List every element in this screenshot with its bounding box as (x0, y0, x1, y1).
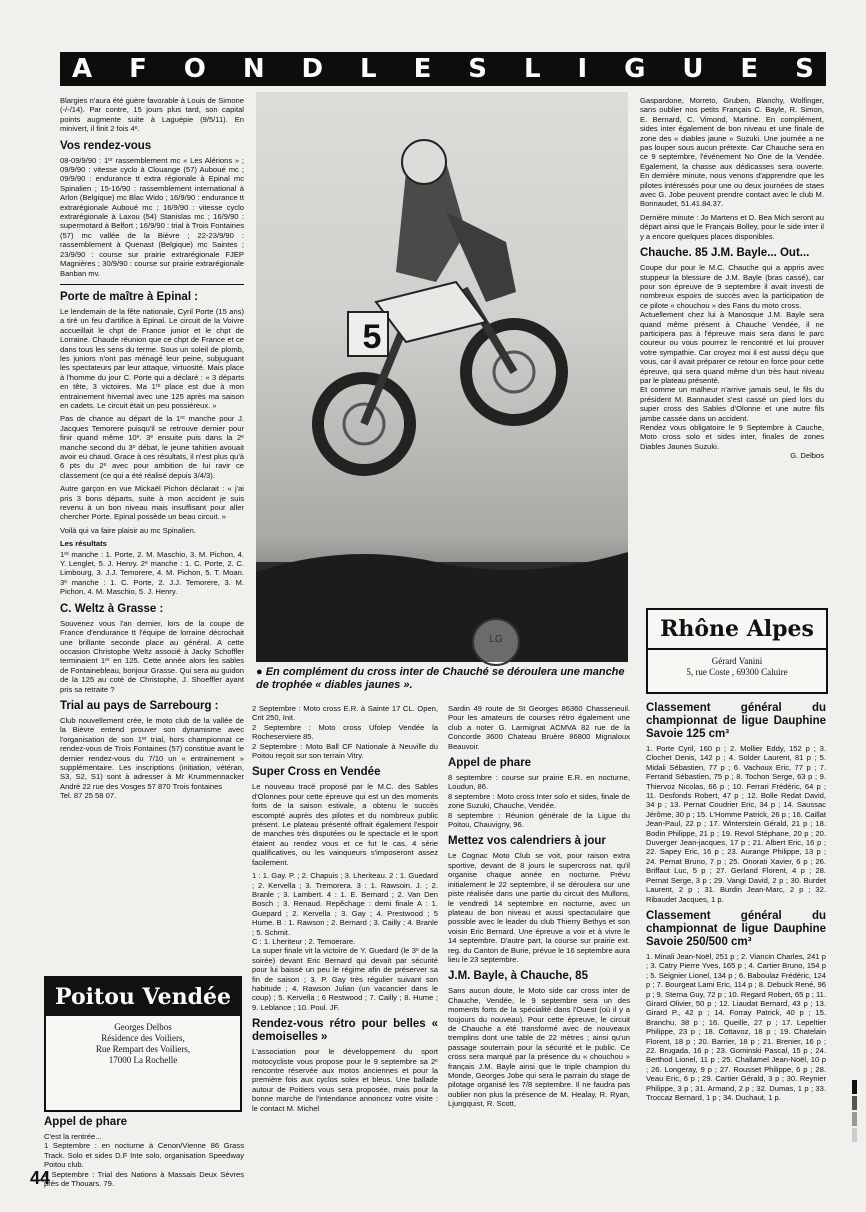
cal-text: Le Cognac Moto Club se voit, pour raison extra sportive, devant de 8 jours le supercross nat. qu'il organise chaque année en nocturne. Prévu initialement le 22 septembre, il se déroulera sur une piste réalisée dans une partie du circuit des Mullons, le vendredi 14 septembre en nocturne, avec un plateau de bon niveau et aussi spectaculaire que possible avec le leader du club Thierry Bethys et son voisin Eric Bernard. Une épreuve a voir et à vivre le 14 septembre. D'autre part, la course sur prairie ext. reg. du Canton de Burie, prévue le 16 septembre aura lieu le 23 septembre. (448, 851, 630, 964)
banner-letter: G (624, 54, 646, 84)
address-line: Résidence des Voiliers, (101, 1033, 185, 1043)
rdv-text: 08-09/9/90 : 1ᵉʳ rassemblement mc « Les Alérions » ; 09/9/90 : vitesse cyclo à Clouange (57) Auboué mc ; 09/9/90 : endurance tt extra régionale à Epinal mc Spinalien ; 15-16/90 : rassemblement international à Arlon (Belgique) mc Blac Wido ; 16/9/90 : endurance tt extrarégionale Auboué mc ; 16/9/90 : vitesse cyclo extrarégionale à Laxou (54) Stanislas mc ; 16/9/90 : supermotard à Belfort ; 16/9/90 : trial à Trois Fontaines (57) mc vallée de la Bièvre ; 22-23/9/90 : rassemblement à Quenast (Belgique) mc Saintes ; 23/9/90 : course sur prairie extrarégionale FJEP Magnières ; 30/9/90 : course sur prairie extrarégionale Banban mv. (60, 155, 244, 278)
minute-text: Dernière minute : Jo Martens et D. Bea Mich seront au départ ainsi que le Français Bolley, pour le side inter il y a encore quelques places disponibles. (640, 212, 824, 241)
banner-letter: I (577, 54, 588, 84)
photo-caption: ● En complément du cross inter de Chauché se déroulera une manche de trophée « diables jaunes ». (256, 666, 625, 691)
weltz-text: Souvenez vous l'an dernier, lors de la coupe de France d'endurance tt l'équipe de lorraine décrochait une brillante seconde place au général. A cette occasion Christophe Weltz associé à Jacky Schoffler terminaient 1ᵉʳ en 125. Cette année alors les sables de Fontainebleau, bonjour Grasse. Qui sera au guidon de la 125 au coté de Christophe, J. Shoeffler ayant pris sa retraite ? (60, 618, 244, 694)
bayle-heading: J.M. Bayle, à Chauche, 85 (448, 970, 588, 983)
color-bar (852, 1128, 857, 1142)
address-line: Georges Delbos (114, 1022, 172, 1032)
col3-intro: Sardin 49 route de St Georges 86360 Chasseneuil. Pour les amateurs de courses rétro également une club a noter G. Larmignat ACMVA 82 rue de la Concorde 3600 Chateau Bruère 86800 Mignaloux Beauvoir. (448, 704, 630, 751)
divider (60, 284, 244, 285)
banner-letter: E (740, 54, 759, 84)
trial-tel: Tel. 87 25 58 07. (60, 791, 117, 801)
phare-text-2: 1 Septembre : en nocturne à Cenon/Vienne 86 Grass Track. Solo et sides D.F Inte solo, organisation Speedway Poitou club. (44, 1141, 244, 1170)
chauche-heading: Chauche. 85 J.M. Bayle... Out... (640, 247, 810, 260)
sc-text: Le nouveau tracé proposé par le M.C. des Sables d'Olonnes pour cette épreuve qui est un des moments forts de la saison estivale, a obtenu le succès escompté auprès des pilotes et du nombreux public présent. Le plateau présenté offrait également l'espoir de manches très disputées ou le spectacle et le sport étaient au rendez vous et ce fut le cas. 4 série qualificatives, ou les vainqueurs s'imposeront assez facilement. (252, 782, 438, 867)
poitou-title: Poitou Vendée (46, 978, 240, 1016)
banner-letter: D (301, 54, 324, 84)
color-bar (852, 1080, 857, 1094)
poitou-phare (44, 1116, 244, 1188)
porte-text-2: Pas de chance au départ de la 1ʳᵉ manche pour J. Jacques Temorere puisqu'il se retrouve dernier pour finir quand même 10ᵉ. 3ᵉ ensuite puis dans la 2ᵉ manche second du 3ᵉ débat, le jeune tahitien avouait avoir eu chaud. Grace à ces résultats, il n'est plus qu'à 6 pts du 2ᵉ avec pour ambition de lui ravir ce classement (ce qui a été réalisé depuis 3/4/3). (60, 414, 244, 480)
dates-text: 2 Septembre : Moto cross E.R. à Sainte 17 CL. Open, Crit 250, Init. (252, 704, 438, 723)
porte-text-4: Voilà qui va faire plaisir au mc Spinalien. (60, 525, 196, 535)
resultats-heading: Les résultats (60, 539, 107, 549)
rhone-title: Rhône Alpes (648, 610, 826, 650)
trial-text: Club nouvellement crée, le moto club de la vallée de la Bièvre entend prouver son dynamisme avec l'organisation de son 1ᵉʳ trial, hors championnat ce rendez-vous de Trois Fontaines (57) constitue avant le dernier rendez-vous du 7/10 un « entrainement » supplémentaire. Les inscriptions (initiation, vétéran, S3, S2, S1) sont à adresser à Mr Krummennacker André 22 rue des Vosges 57 870 Trois fontaines (60, 715, 244, 791)
bike-number: 5 (362, 318, 382, 356)
chauche-text-2: Actuellement chez lui à Manosque J.M. Bayle sera quand même présent à Chauche Vendée, il ne participera pas à l'épreuve mais sera dans le parc coureur ou vous pourrez le rencontré et lui prouver votre sympathie. Car croyez moi il est aussi déçu que vous, car il avait préparer ce retour en force pour cette épreuve, qui sera quand même d'un très haut niveau par le plateau présenté. (640, 310, 824, 385)
retro-heading: Rendez-vous rétro pour belles « demoiselles » (252, 1018, 438, 1044)
column-phare (448, 704, 630, 1113)
color-bar (852, 1112, 857, 1126)
poitou-address (46, 1016, 240, 1072)
poitou-vendee-box (44, 976, 242, 1112)
retro-text: L'association pour le développement du sport motocycliste vous propose pour le 9 septembre sa 2ᵉ rencontre réservée aux motos anciennes et pour la première fois aux cyclos solex et bleus. Une ballade autour de Poitiers vous sera proposée, mais pour la bonne marche de l'intendance annoncez votre visite : le contact M. Michel (252, 1047, 438, 1113)
c125-heading: Classement général du championnat de ligue Dauphine Savoie 125 cm³ (646, 702, 826, 740)
phare-text: C'est la rentrée... (44, 1132, 102, 1141)
c250-text: 1. Minali Jean-Noël, 251 p ; 2. Viancin Charles, 241 p ; 3. Catry Pierre Yves, 165 p ; 4. Cartier Bruno, 154 p ; 5. Seignier Lionel, 134 p ; 6. Baboulaz Frédéric, 124 p ; 7. Bourgeat Lami Eric, 114 p ; 8. Debuck René, 96 p ; 9. Sterna Guy, 72 p ; 10. Regard Robert, 65 p ; 11. Girard Olivier, 50 p ; 12. Liaudat Bernard, 43 p ; 13. Girard P., 42 p ; 14. Forray Patrick, 40 p ; 15. Branchu, 38 p ; 16. Queille, 27 p ; 17. Lepeltier Philippe, 23 p ; 18. Cottavoz, 18 p ; 19. Chatelain Florent, 18 p ; 20. Barrier, 18 p ; 21. Brenier, 16 p ; 22. Brugada, 16 p ; 23. Gominski Pascal, 15 p ; 24. Berthod Lionel, 11 p ; 25. Challamel Jean-Noël, 10 p ; 26. Longeray, 9 p ; 27. Rousset Philippe, 6 p ; 28. Veau Eric, 6 p ; 29. Cartier Gérald, 3 p ; 30. Reynier Philippe, 3 p ; 31. Armand, 2 p ; 32. Dumas, 1 p ; 33. Troccaz Bernard, 1 p ; 34. Duchaut, 1 p. (646, 951, 826, 1102)
c125-text: 1. Porte Cyril, 160 p ; 2. Mollier Eddy, 152 p ; 3. Clochet Denis, 142 p ; 4. Solder Laurent, 81 p ; 5. Midali Sébastien, 77 p ; 6. Vachoux Eric, 77 p ; 7. Ferrand Sébastien, 75 p ; 8. Tochon Serge, 63 p ; 9. Thiervoz Nicolas, 66 p ; 10. Ferrari Frédéric, 64 p ; 11. Desfonds Robert, 47 p ; 12. Bolle Redat David, 34 p ; 13. Pernat Coudrier Eric, 34 p ; 14. Saussac Jérôme, 30 p ; 15. L'Homme Patrick, 26 p ; 16. Caillat Jean-Paul, 22 p ; 17. Winterstein Gérald, 21 p ; 18. Bodin Philippe, 21 p ; 19. Revol Stéphane, 20 p ; 20. Duverger Jean-jacques, 17 p ; 21. Albert Eric, 16 p ; 22. Sapey Eric, 16 p ; 23. Aurange Philippe, 13 p ; 24. Pernat Bruno, 7 p ; 25. Onorati Xavier, 6 p ; 26. Briffaut Luc, 5 p ; 27. Gerland Florent, 4 p ; 28. Pernat Serge, 3 p ; 29. Vangi David, 2 p ; 30. Burdet Laurent, 2 p ; 31. Burdin Jean-Marc, 2 p ; 32. Ribaudet Jacques, 1 p. (646, 744, 826, 904)
banner-letter: O (183, 54, 206, 84)
address-line: 17000 La Rochelle (108, 1055, 178, 1065)
banner-letter: S (468, 54, 487, 84)
phare-heading: Appel de phare (44, 1116, 128, 1128)
banner-letter: L (360, 54, 377, 84)
signature: G. Delbos (790, 451, 824, 461)
rhone-alpes-box (646, 608, 828, 694)
banner-letter: A (72, 54, 93, 84)
phare-heading-2: Appel de phare (448, 757, 532, 770)
trial-heading: Trial au pays de Sarrebourg : (60, 699, 219, 712)
rhone-address (648, 650, 826, 684)
section-banner (60, 52, 826, 86)
resultats-text: 1ʳᵉ manche : 1. Porte, 2. M. Maschio, 3. M. Pichon, 4. Y. Lenglet, 5. J. Henry. 2ᵉ manche : 1. C. Porte, 2. C. Limbourg, 3. J.J. Temorere, 4. M. Pichon, 5. T. Moan. 3ᵉ manche : 1. C. Porte, 2. J.J. Temorere, 3. M. Pichon, 4. M. Maschio, 5. J. Henry. (60, 549, 244, 597)
banner-letter: S (795, 54, 814, 84)
porte-heading: Porte de maître à Epinal : (60, 290, 199, 303)
bayle-text: Sans aucun doute, le Moto side car cross inter de Chauche, Vendée, le 9 septembre sera un des moments forts de la spécialité dans l'Ouest (où il y a toujours du nouveau). Pour cette épreuve, le circuit de Chauche a été transformé avec de nouveaux tremplins dont une table de 22 mètres ; ainsi qu'un passage souterrain pour la sécurité et le public. Ce cross sera marqué par la présence du « chouchou » français J.M. Bayle ainsi que le triple champion du Monde, Georges Jobe qui sera le parrain du stage de pilotage organisé les 7/8 septembre. Il ne faudra pas oublier non plus la présence de M. Healay, R. Ryan, Ljungquist, R. Scott, (448, 986, 630, 1109)
address-line: 5, rue Coste , 69300 Caluire (686, 667, 788, 677)
column-chauche (640, 96, 824, 465)
column-classements (646, 700, 826, 1106)
phare-text-3: 2 Septembre : Trial des Nations à Massais Deux Sèvres près de Thouars. 79. (44, 1169, 244, 1189)
porte-text: Le lendemain de la fête nationale, Cyril Porte (15 ans) a tiré un feu d'artifice à Epinal. Le circuit de la Voivre accueillait le chpt de France junior et le chpt de Lorraine. Chaude réunion que ce chpt de France et ce dans tous les sens du terme. Sous un soleil de plomb, les juniors n'ont pas ménagé leur peine, subjuguant les spectateurs par leur attaque, virtuosité. Mais place à l'homme du jour C. Porte qui a déclaré : « 3 départs en tête, 3 victoires. Ma 1ʳᵉ place est due à mon entrainement hivernal avec une 125 après ma saison en cadets. Le circuit était un peu possiéreux. » (60, 306, 244, 410)
weltz-heading: C. Weltz à Grasse : (60, 602, 164, 615)
cal-heading: Mettez vos calendriers à jour (448, 835, 606, 848)
dates-text-2: 2 Septembre : Moto cross Ufolep Vendée la Rocheserviere 85. (252, 722, 438, 742)
sc-results: 1 : 1. Gay. P. ; 2. Chapuis ; 3. Lheriteau. 2 : 1. Guedard ; 2. Kervella ; 3. Tremorera. 3 : 1. Rawsoin. J. ; 2. Branle ; 3. Lambert. 4 : 1. E. Bernard ; 2. Van Den Bosch ; 3. Renaud. Repêchage : demi finale A : 1. Guepard ; 2. Kervella ; 3. Gay ; 4. Prestwood ; 5 Hume. B : 1. Rawson ; 2. Bernard ; 3. Cailly ; 4. Branle ; 5. Schmit. (252, 871, 438, 937)
address-line: Rue Rempart des Voiliers, (95, 1044, 191, 1054)
sc-text-2: La super finale vit la victoire de Y. Guedard (le 3ᵉ de la soirée) devant Eric Bernard qui devait par sécurité pour lui baissé un peu le régime afin de préserver sa fin de saison ; 3. P. Gay très régulier suivant son habitude ; 4. Rawson Julian (un vacancier dans le coup) ; 5. Kervella ; 6 Restwood ; 7. Cailly ; 8. Hume ; 9. Leblance ; 10. Poul. JF. (252, 946, 438, 1012)
phare-item: 8 septembre : Moto cross Inter solo et sides, finale de zone Suzuki, Chauche, Vendée. (448, 791, 630, 811)
phare-item: 8 septembre : course sur prairie E.R. en nocturne, Loudun, 86. (448, 773, 630, 792)
col4-intro: Gaspardone, Morreto, Gruben, Blanchy, Wolfinger, sans oublier nos petits Français C. Bayle, R. Simon, E. Bernard, C. Vimond, Martine. En complément, sides inter également de bon niveau et une finale de zone des « diables jaune » Suzuki. Une journée a ne pas louper sous aucun prétexte. Car Chauche sera en ce 9 septembre, l'événement No One de la Vendée. Egalement, la chasse aux dédicasses sera ouverte. En dernière minute, nous venons d'apprendre que les pilotes intéressés pour une ou deux journées de staes avec G. Jobe peuvent prendre contact avec le club M. Bonnaudet, 51.41.84.37. (640, 96, 824, 209)
banner-letter: E (413, 54, 432, 84)
banner-letter: U (682, 54, 704, 84)
motocross-photo (256, 92, 628, 662)
column-lorraine (60, 96, 244, 805)
rdv-heading: Vos rendez-vous (60, 139, 152, 152)
porte-text-3: Autre garçon en vue Mickaël Pichon déclarait : « j'ai pris 3 bons départs, suite à mon accident je suis revenu à un bon niveau mais insuffisant pour aller chercher Porte. Epinal possède un beau circuit. » (60, 484, 244, 522)
chauche-text: Coupe dur pour le M.C. Chauche qui a appris avec stuppeur la blessure de J.M. Bayle (bras cassé), car pour son épreuve de 9 septembre il avait investi de nombreux espoirs de succès avec la participation de ce pilote « chouchou » des Fans du moto cross. (640, 263, 824, 310)
banner-letter: L (523, 54, 541, 84)
column-supercross (252, 704, 438, 1117)
c250-heading: Classement général du championnat de ligue Dauphine Savoie 250/500 cm³ (646, 909, 826, 948)
chauche-text-4: Rendez vous obligatoire le 9 Septembre à Cauche, Moto cross solo et sides inter, finales de zones Diables Jaunes Suzuki. (640, 423, 824, 451)
intro-text: Blargies n'aura été guère favorable à Louis de Simone (-/-/14). Par contre, 15 jours plus tard, son capital points augmente suite à Laguépie (9/5/11). En minivert, il finit 2 fois 4ᵉ. (60, 96, 244, 134)
page-number: 44 (30, 1168, 51, 1188)
banner-letter: N (242, 54, 265, 84)
club-logo: LG (472, 618, 520, 666)
banner-letter: F (129, 54, 147, 84)
sc-results-2: C : 1. Lheriteur ; 2. Temoerare. (252, 936, 356, 946)
phare-item: 8 septembre : Réunion générale de la Ligue du Poitou, Chauvigny, 96. (448, 810, 630, 830)
chauche-text-3: Et comme un malheur n'arrive jamais seul, le fils du président M. Bannaudet s'est cassé un pied lors du super cross des Sables d'Olonne et une autre fils jambe cassée dans un accident. (640, 385, 824, 423)
sc-heading: Super Cross en Vendée (252, 766, 381, 779)
dates-text-3: 2 Septembre : Moto Ball CF Nationale à Neuville du Poitou reçoit sur son terrain Vitry. (252, 741, 438, 761)
rider-illustration (256, 92, 628, 662)
address-line: Gérard Vanini (711, 656, 763, 666)
color-bar (852, 1096, 857, 1110)
